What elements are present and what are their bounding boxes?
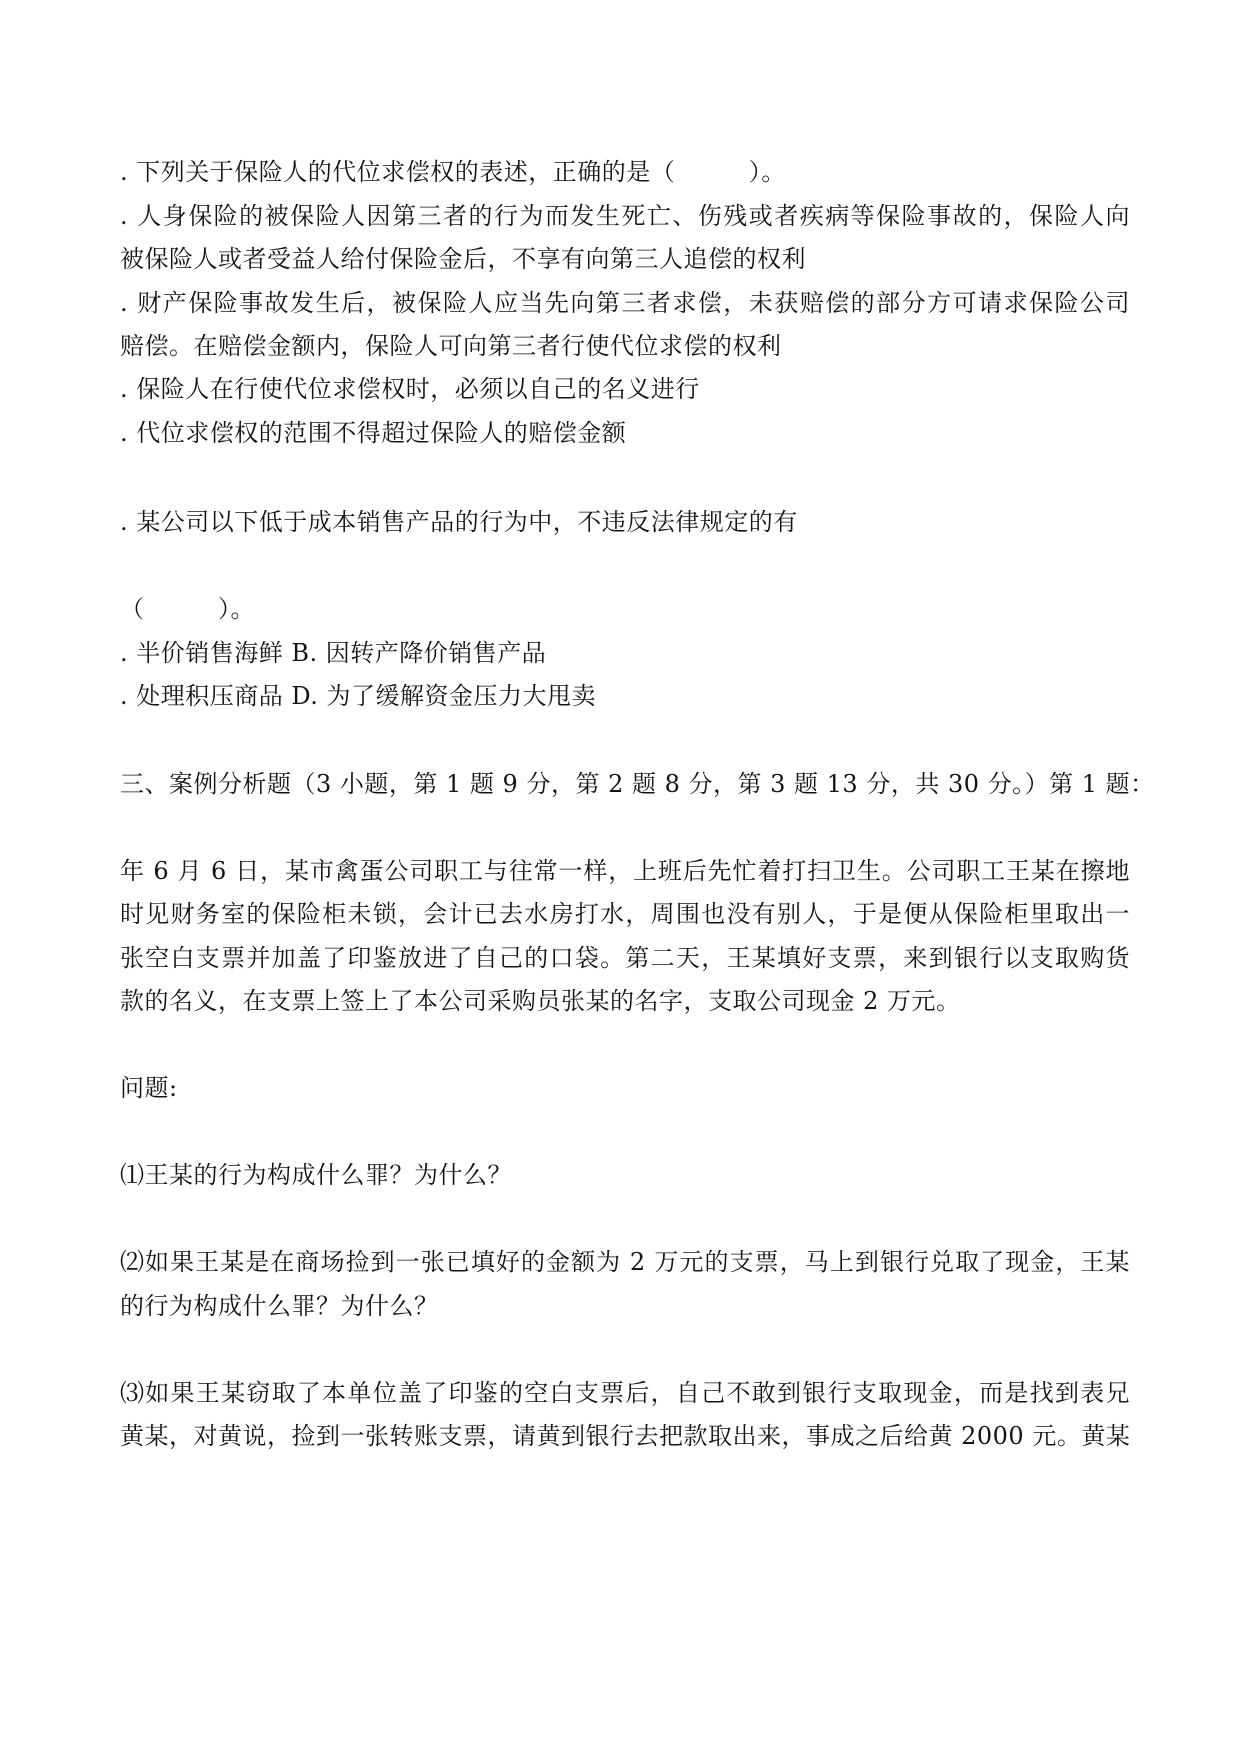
option-a-line-1: . 人身保险的被保险人因第三者的行为而发生死亡、伤残或者疾病等保险事故的，保险人向 (120, 202, 1130, 230)
section-three-heading-row (120, 767, 1155, 801)
case-question-2-line-1: ⑵如果王某是在商场捡到一张已填好的金额为 2 万元的支票，马上到银行兑取了现金，王某 (120, 1248, 1130, 1276)
case-question-3-line-1: ⑶如果王某窃取了本单位盖了印鉴的空白支票后，自己不敢到银行支取现金，而是找到表兄 (120, 1379, 1130, 1407)
case-line-2: 时见财务室的保险柜未锁，会计已去水房打水，周围也没有别人，于是便从保险柜里取出一 (120, 900, 1130, 928)
case-question-3-line-2: 黄某，对黄说，捡到一张转账支票，请黄到银行去把款取出来，事成之后给黄 2000 元。黄某 (120, 1422, 1131, 1450)
case-line-3: 张空白支票并加盖了印鉴放进了自己的口袋。第二天，王某填好支票，来到银行以支取购货 (120, 944, 1130, 972)
option-d: . 代位求偿权的范围不得超过保险人的赔偿金额 (120, 419, 627, 447)
options-c-d: . 处理积压商品 D. 为了缓解资金压力大甩卖 (120, 682, 597, 710)
questions-label: 问题: (120, 1074, 178, 1102)
question-one-label: 第 1 题： (1049, 770, 1155, 798)
option-c: . 保险人在行使代位求偿权时，必须以自己的名义进行 (120, 375, 700, 403)
options-a-b: . 半价销售海鲜 B. 因转产降价销售产品 (120, 639, 547, 667)
question-insurance-stem: . 下列关于保险人的代位求偿权的表述，正确的是（ ）。 (120, 158, 786, 186)
case-line-4: 款的名义，在支票上签上了本公司采购员张某的名字，支取公司现金 2 万元。 (120, 987, 961, 1015)
option-b-line-2: 赔偿。在赔偿金额内，保险人可向第三者行使代位求偿的权利 (120, 332, 782, 360)
option-a-line-2: 被保险人或者受益人给付保险金后，不享有向第三人追偿的权利 (120, 245, 806, 273)
option-b-line-1: . 财产保险事故发生后，被保险人应当先向第三者求偿，未获赔偿的部分方可请求保险公司 (120, 289, 1130, 317)
question-pricing-blank: （ ）。 (120, 595, 255, 623)
question-pricing-stem: . 某公司以下低于成本销售产品的行为中，不违反法律规定的有 (120, 508, 798, 536)
case-question-2-line-2: 的行为构成什么罪？为什么？ (120, 1292, 439, 1320)
section-three-heading: 三、案例分析题（3 小题，第 1 题 9 分，第 2 题 8 分，第 3 题 13 分，共 30 分。） (120, 770, 1050, 798)
case-line-1: 年 6 月 6 日，某市禽蛋公司职工与往常一样，上班后先忙着打扫卫生。公司职工王某在擦地 (120, 857, 1130, 885)
case-question-1: ⑴王某的行为构成什么罪？为什么？ (120, 1161, 512, 1189)
